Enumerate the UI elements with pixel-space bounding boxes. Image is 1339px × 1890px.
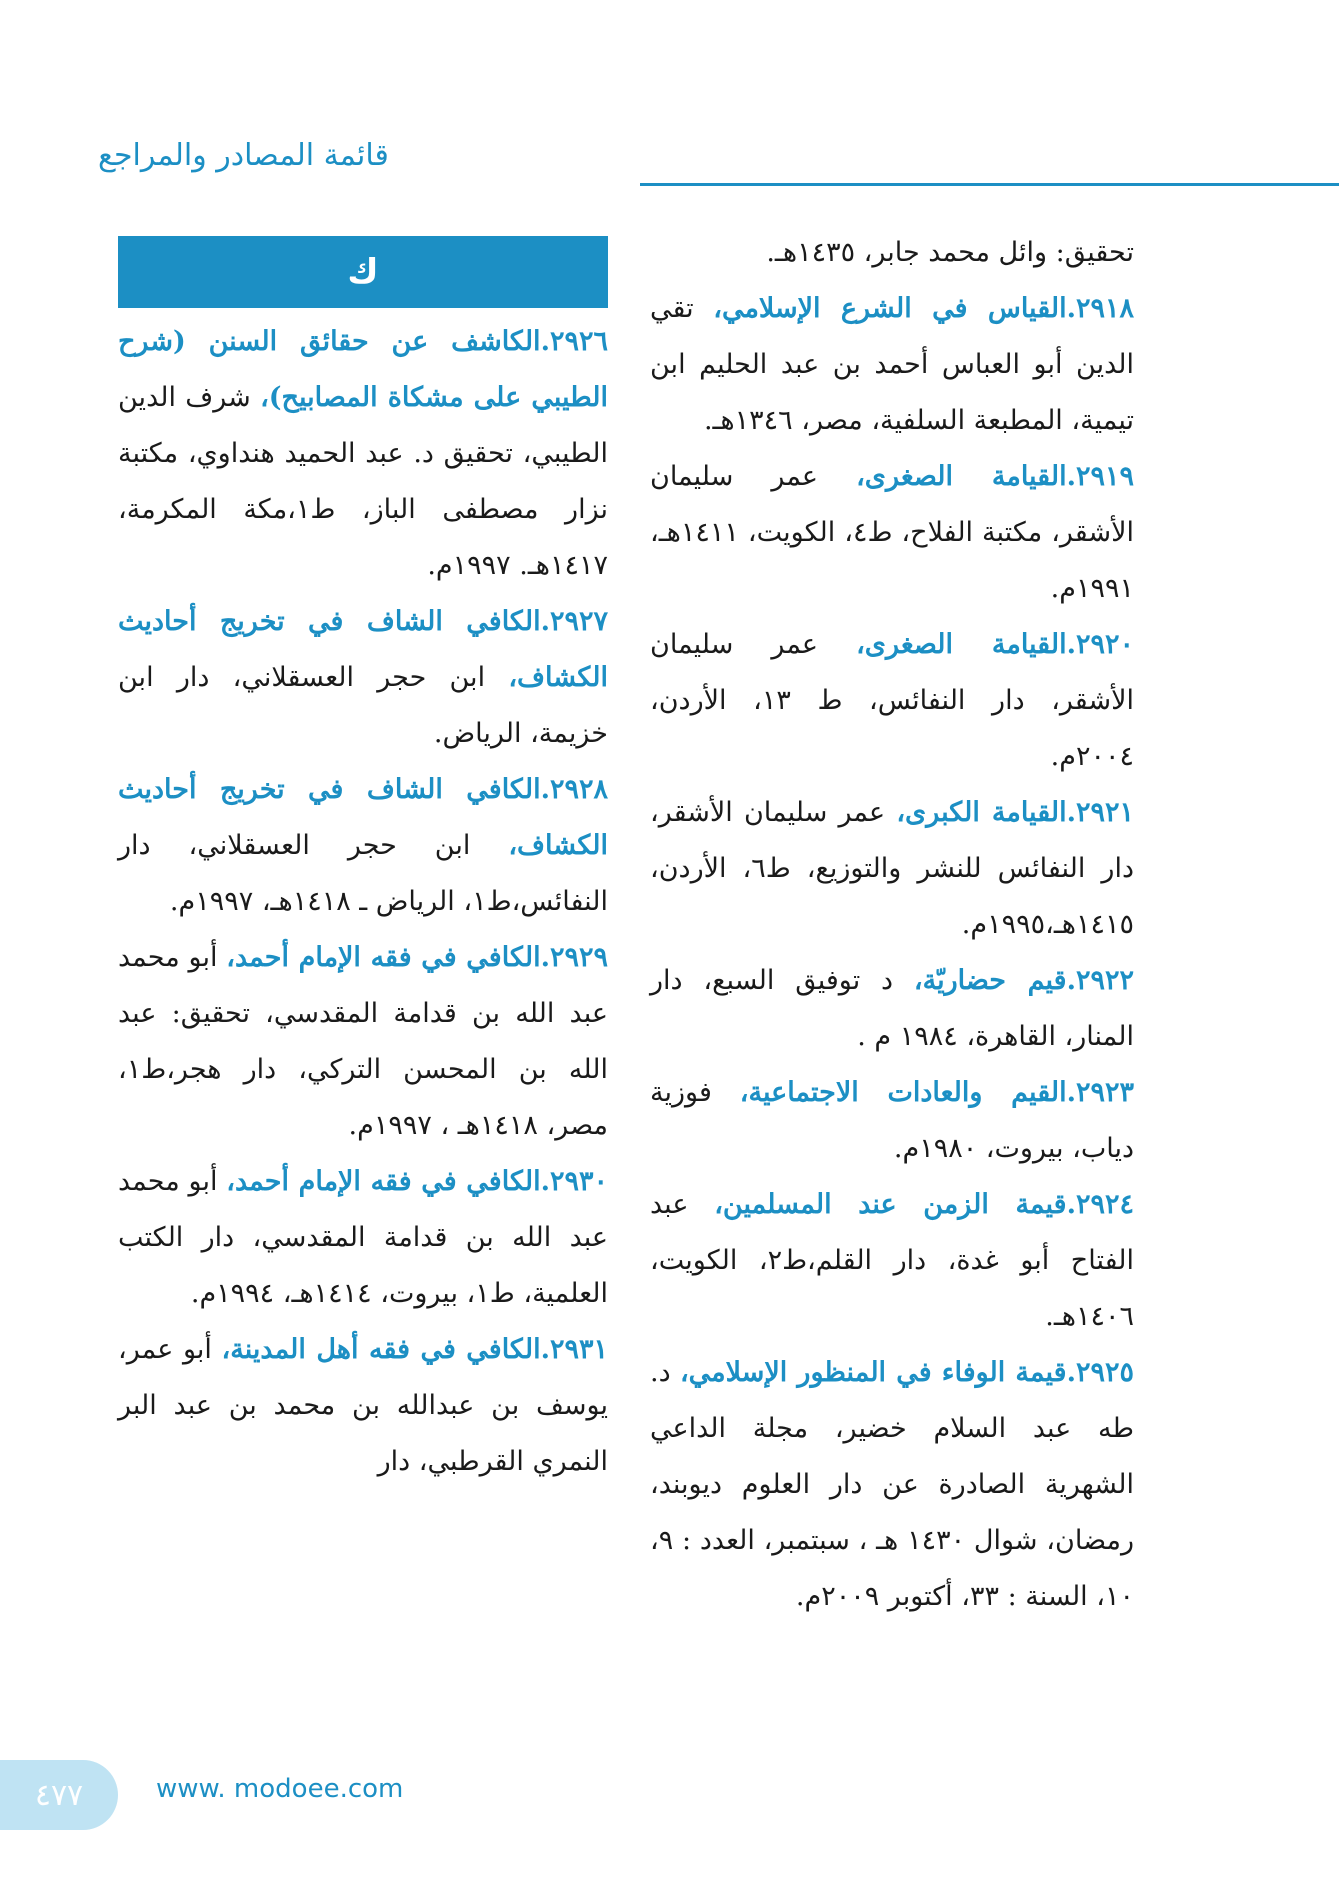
entry-2920 [650, 617, 1134, 785]
entry-body: فوزية دياب، بيروت، ١٩٨٠م. [650, 1077, 1134, 1164]
entry-title: الكافي في فقه الإمام أحمد، [226, 942, 541, 973]
entry-body: ابن حجر العسقلاني، دار النفائس،ط١، الرياض ـ ١٤١٨هـ، ١٩٩٧م. [118, 830, 608, 917]
entry-title: قيمة الوفاء في المنظور الإسلامي، [679, 1357, 1067, 1388]
entry-number: ٢٩٢٩. [540, 942, 608, 973]
entry-number: ٢٩٢٦. [540, 326, 608, 357]
section-letter-heading: ك [118, 236, 608, 308]
entry-2929 [118, 930, 608, 1154]
entry-body: عمر سليمان الأشقر، مكتبة الفلاح، ط٤، الكويت، ١٤١١هـ، ١٩٩١م. [650, 461, 1134, 604]
running-header: قائمة المصادر والمراجع [98, 138, 389, 173]
entry-body: د. طه عبد السلام خضير، مجلة الداعي الشهرية الصادرة عن دار العلوم ديوبند، رمضان، شوال ١٤٣٠ هـ ، سبتمبر، العدد : ٩، ١٠، السنة : ٣٣، أكتوبر ٢٠٠٩م. [650, 1357, 1134, 1612]
entry-title: الكافي في فقه أهل المدينة، [221, 1334, 541, 1365]
entry-2930 [118, 1154, 608, 1322]
entry-title: الكاشف عن حقائق السنن (شرح الطيبي على مشكاة المصابيح)، [118, 326, 608, 413]
entry-body: شرف الدين الطيبي، تحقيق د. عبد الحميد هنداوي، مكتبة نزار مصطفى الباز، ط١،مكة المكرمة، ١٤١٧هـ. ١٩٩٧م. [118, 382, 608, 581]
entry-title: قيم حضاريّة، [913, 965, 1067, 996]
right-column [650, 225, 1134, 1625]
entry-title: القيامة الصغرى، [856, 629, 1067, 660]
entry-number: ٢٩١٩. [1066, 461, 1134, 492]
entry-body: تقي الدين أبو العباس أحمد بن عبد الحليم ابن تيمية، المطبعة السلفية، مصر، ١٣٤٦هـ. [650, 293, 1134, 436]
entry-number: ٢٩٢٢. [1066, 965, 1135, 996]
entry-body: ابن حجر العسقلاني، دار ابن خزيمة، الرياض. [118, 662, 608, 749]
entry-body: أبو محمد عبد الله بن قدامة المقدسي، دار الكتب العلمية، ط١، بيروت، ١٤١٤هـ، ١٩٩٤م. [118, 1166, 608, 1309]
entry-body: د توفيق السبع، دار المنار، القاهرة، ١٩٨٤ م . [650, 965, 1134, 1052]
entry-lead-in: تحقيق: وائل محمد جابر، ١٤٣٥هـ. [766, 237, 1134, 268]
header-rule [640, 183, 1339, 186]
entry-title: القيم والعادات الاجتماعية، [739, 1077, 1067, 1108]
entry-2918 [650, 281, 1134, 449]
page-number-tab: ٤٧٧ [0, 1760, 118, 1830]
entry-number: ٢٩٣١. [540, 1334, 608, 1365]
entry-title: الكافي الشاف في تخريج أحاديث الكشاف، [118, 606, 608, 693]
website-link[interactable]: www. modoee.com [156, 1774, 404, 1804]
entry-title: القيامة الكبرى، [896, 797, 1067, 828]
entry-title: الكافي الشاف في تخريج أحاديث الكشاف، [118, 774, 608, 861]
entry-2924 [650, 1177, 1134, 1345]
entry-number: ٢٩١٨. [1066, 293, 1135, 324]
entry-number: ٢٩٣٠. [540, 1166, 608, 1197]
entry-body: أبو عمر، يوسف بن عبدالله بن محمد بن عبد البر النمري القرطبي، دار [118, 1334, 608, 1477]
entry-body: عمر سليمان الأشقر، دار النفائس للنشر والتوزيع، ط٦، الأردن، ١٤١٥هـ،١٩٩٥م. [650, 797, 1134, 940]
entry-2927 [118, 594, 608, 762]
entry-number: ٢٩٢١. [1066, 797, 1134, 828]
entry-number: ٢٩٢٠. [1066, 629, 1134, 660]
entry-2922 [650, 953, 1134, 1065]
entry-body: أبو محمد عبد الله بن قدامة المقدسي، تحقيق: عبد الله بن المحسن التركي، دار هجر،ط١، مصر، ١٤١٨هـ ، ١٩٩٧م. [118, 942, 608, 1141]
entry-2931 [118, 1322, 608, 1490]
entry-title: القياس في الشرع الإسلامي، [713, 293, 1067, 324]
entry-2919 [650, 449, 1134, 617]
entry-number: ٢٩٢٥. [1066, 1357, 1134, 1388]
entry-title: القيامة الصغرى، [856, 461, 1067, 492]
entry-number: ٢٩٢٣. [1066, 1077, 1134, 1108]
entry-title: قيمة الزمن عند المسلمين، [714, 1189, 1067, 1220]
left-column [118, 314, 608, 1490]
entry-body: عبد الفتاح أبو غدة، دار القلم،ط٢، الكويت، ١٤٠٦هـ. [650, 1189, 1134, 1332]
entry-2928 [118, 762, 608, 930]
entry-number: ٢٩٢٤. [1066, 1189, 1135, 1220]
entry-2926 [118, 314, 608, 594]
entry-number: ٢٩٢٧. [540, 606, 608, 637]
entry-body: عمر سليمان الأشقر، دار النفائس، ط ١٣، الأردن، ٢٠٠٤م. [650, 629, 1134, 772]
entry-2921 [650, 785, 1134, 953]
entry-number: ٢٩٢٨. [540, 774, 608, 805]
entry-2923 [650, 1065, 1134, 1177]
entry-title: الكافي في فقه الإمام أحمد، [226, 1166, 541, 1197]
entry-2925 [650, 1345, 1134, 1625]
